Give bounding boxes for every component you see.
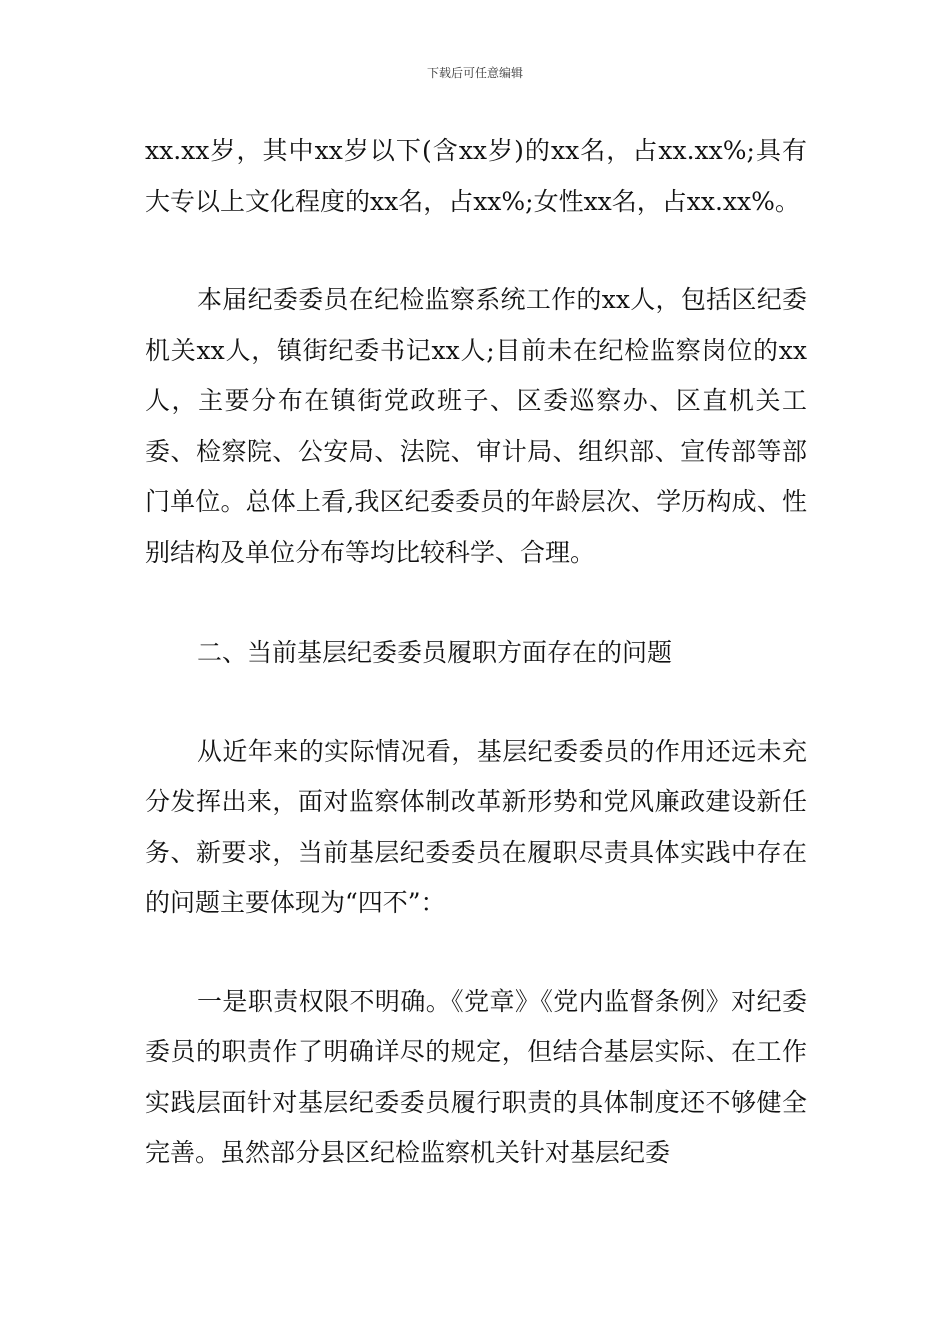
paragraph-statistics: xx.xx岁，其中xx岁以下(含xx岁)的xx名，占xx.xx%;具有大专以上文化程度的xx名，占xx%;女性xx名，占xx.xx%。 [145,136,807,216]
section-heading: 二、当前基层纪委委员履职方面存在的问题 [197,638,673,667]
paragraph-problems-intro: 从近年来的实际情况看，基层纪委委员的作用还远未充分发挥出来，面对监察体制改革新形势和党风廉政建设新任务、新要求，当前基层纪委委员在履职尽责具体实践中存在的问题主要体现为“四不”： [145,736,807,917]
page-header: 下载后可任意编辑 [426,66,523,80]
paragraph-first-problem: 一是职责权限不明确。《党章》《党内监督条例》对纪委委员的职责作了明确详尽的规定，但结合基层实际、在工作实践层面针对基层纪委委员履行职责的具体制度还不够健全完善。虽然部分县区纪检监察机关针对基层纪委 [145,986,807,1167]
document-body [145,126,807,1179]
paragraph-member-distribution: 本届纪委委员在纪检监察系统工作的xx人，包括区纪委机关xx人，镇街纪委书记xx人;目前未在纪检监察岗位的xx人，主要分布在镇街党政班子、区委巡察办、区直机关工委、检察院、公安局、法院、审计局、组织部、宣传部等部门单位。总体上看,我区纪委委员的年龄层次、学历构成、性别结构及单位分布等均比较科学、合理。 [145,285,807,567]
